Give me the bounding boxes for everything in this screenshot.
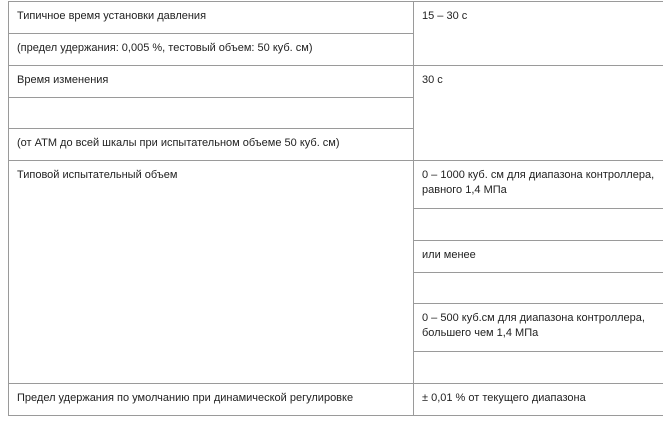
empty-cell xyxy=(414,273,663,304)
test-volume-value-1: 0 – 1000 куб. см для диапазона контроллера, равного 1,4 МПа xyxy=(414,161,663,209)
test-volume-value-2: или менее xyxy=(414,241,663,273)
empty-cell xyxy=(9,98,414,129)
change-time-value: 30 с xyxy=(414,66,663,161)
table-row xyxy=(9,66,663,98)
setting-time-label: Типичное время установки давления xyxy=(9,2,414,34)
empty-cell xyxy=(414,352,663,384)
change-time-label: Время изменения xyxy=(9,66,414,98)
hold-limit-label: Предел удержания по умолчанию при динамической регулировке xyxy=(9,384,414,416)
table-row xyxy=(9,2,663,34)
setting-time-note: (предел удержания: 0,005 %, тестовый объем: 50 куб. см) xyxy=(9,34,414,66)
hold-limit-value: ± 0,01 % от текущего диапазона xyxy=(414,384,663,416)
setting-time-value: 15 – 30 с xyxy=(414,2,663,66)
empty-cell xyxy=(414,209,663,241)
test-volume-label: Типовой испытательный объем xyxy=(9,161,414,384)
spec-table xyxy=(8,1,663,416)
table-row xyxy=(9,384,663,416)
test-volume-value-3: 0 – 500 куб.см для диапазона контроллера, большего чем 1,4 МПа xyxy=(414,304,663,352)
change-time-note: (от АТМ до всей шкалы при испытательном объеме 50 куб. см) xyxy=(9,129,414,161)
table-row xyxy=(9,161,663,209)
